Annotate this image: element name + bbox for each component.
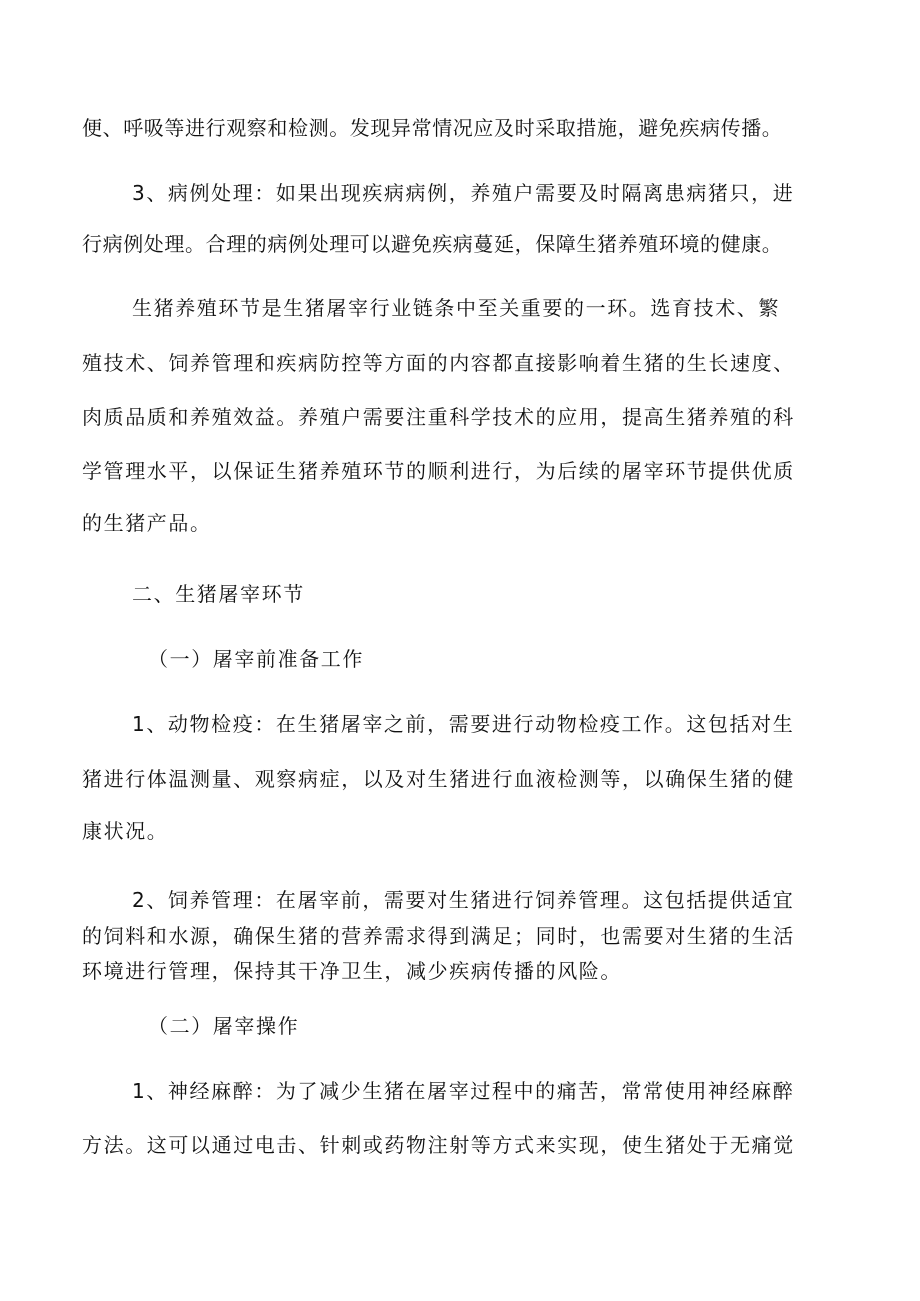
paragraph-line: 猪进行体温测量、观察病症，以及对生猪进行血液检测等，以确保生猪的健	[82, 767, 795, 791]
subsection-heading: （二）屠宰操作	[148, 1014, 300, 1038]
paragraph-line: 肉质品质和养殖效益。养殖户需要注重科学技术的应用，提高生猪养殖的科	[82, 405, 795, 429]
paragraph-line: 行病例处理。合理的病例处理可以避免疾病蔓延，保障生猪养殖环境的健康。	[82, 232, 783, 256]
paragraph-line: 康状况。	[82, 819, 169, 843]
paragraph-line: 学管理水平，以保证生猪养殖环节的顺利进行，为后续的屠宰环节提供优质	[82, 459, 795, 483]
paragraph-line: 殖技术、饲养管理和疾病防控等方面的内容都直接影响着生猪的生长速度、	[82, 351, 795, 375]
subsection-heading: （一）屠宰前准备工作	[148, 647, 364, 671]
paragraph-line: 2、饲养管理：在屠宰前，需要对生猪进行饲养管理。这包括提供适宜	[132, 888, 795, 912]
paragraph-line: 3、病例处理：如果出现疾病病例，养殖户需要及时隔离患病猪只，进	[132, 181, 795, 205]
paragraph-line: 便、呼吸等进行观察和检测。发现异常情况应及时采取措施，避免疾病传播。	[82, 116, 783, 140]
section-heading: 二、生猪屠宰环节	[132, 582, 305, 606]
paragraph-line: 环境进行管理，保持其干净卫生，减少疾病传播的风险。	[82, 959, 622, 983]
paragraph-line: 1、动物检疫：在生猪屠宰之前，需要进行动物检疫工作。这包括对生	[132, 712, 795, 736]
paragraph-line: 生猪养殖环节是生猪屠宰行业链条中至关重要的一环。选育技术、繁	[132, 296, 780, 320]
paragraph-line: 方法。这可以通过电击、针刺或药物注射等方式来实现，使生猪处于无痛觉	[82, 1133, 795, 1157]
paragraph-line: 1、神经麻醉：为了减少生猪在屠宰过程中的痛苦，常常使用神经麻醉	[132, 1079, 795, 1103]
paragraph-line: 的饲料和水源，确保生猪的营养需求得到满足；同时，也需要对生猪的生活	[82, 924, 795, 948]
paragraph-line: 的生猪产品。	[82, 511, 212, 535]
